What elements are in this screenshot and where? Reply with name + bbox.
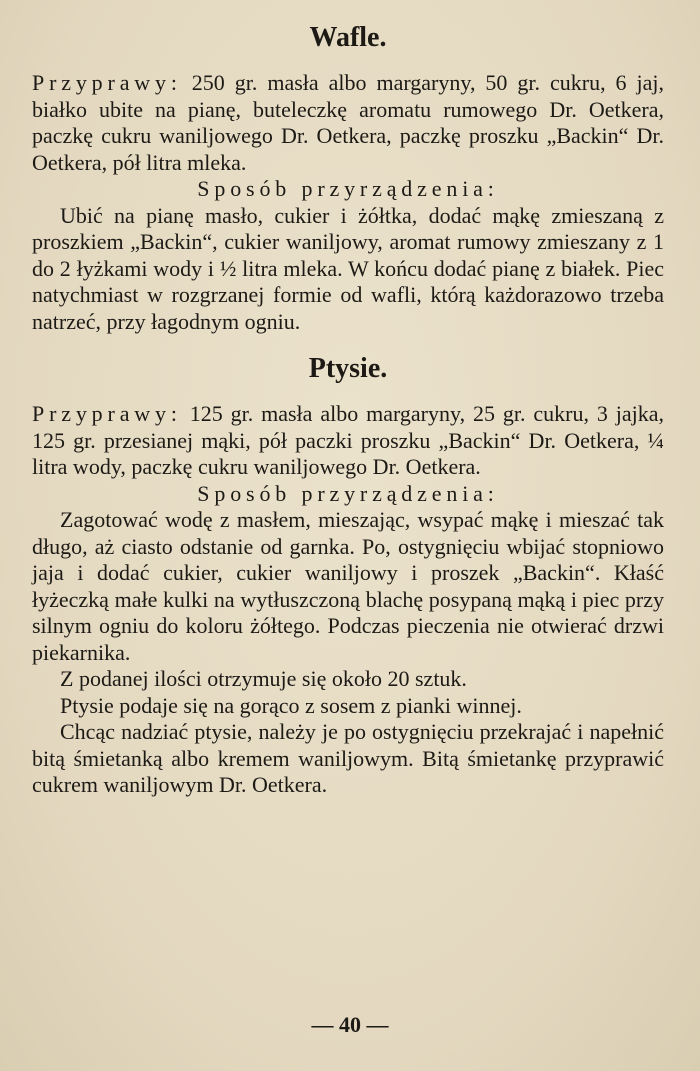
page-number: — 40 —: [311, 1012, 389, 1037]
method-paragraph: Z podanej ilości otrzymuje się około 20 sztuk.: [60, 666, 467, 691]
method-heading: Sposób przyrządzenia:: [197, 480, 499, 506]
ingredients-paragraph: [32, 401, 664, 481]
method-heading: Sposób przyrządzenia:: [197, 176, 499, 201]
ingredients-paragraph: [32, 70, 664, 176]
ingredients-text: 125 gr. masła albo margaryny, 25 gr. cukru, 3 jajka, 125 gr. przesianej mąki, pół paczki proszku „Backin“ Dr. Oetkera, ¼ litra wody, paczkę cukru waniljowego Dr. Oetkera.: [32, 401, 664, 479]
ingredients-label: Przyprawy:: [32, 70, 182, 95]
ingredients-label: Przyprawy:: [32, 401, 182, 426]
recipe-title: Ptysie.: [308, 353, 388, 384]
method-paragraph: Ubić na pianę masło, cukier i żółtka, dodać mąkę zmieszaną z proszkiem „Backin“, cukier waniljowy, aromat rumowy zmieszany z 1 do 2 łyżkami wody i ½ litra mleka. W końcu dodać pianę z białek. Piec natychmiast w rozgrzanej formie od wafli, którą każdorazowo trzeba natrzeć, przy łagodnym ogniu.: [32, 202, 664, 334]
recipe-wafle: [32, 18, 664, 335]
recipe-ptysie: [32, 349, 664, 799]
method-paragraph: Chcąc nadziać ptysie, należy je po ostygnięciu przekrajać i napełnić bitą śmietanką albo kremem waniljowym. Bitą śmietankę przyprawić cukrem waniljowym Dr. Oetkera.: [32, 719, 664, 797]
ingredients-text: 250 gr. masła albo margaryny, 50 gr. cukru, 6 jaj, białko ubite na pianę, buteleczkę aromatu rumowego Dr. Oetkera, paczkę cukru waniljowego Dr. Oetkera, paczkę proszku „Backin“ Dr. Oetkera, pół litra mleka.: [32, 70, 664, 175]
method-paragraph: Zagotować wodę z masłem, mieszając, wsypać mąkę i mieszać tak długo, aż ciasto odstanie od garnka. Po, ostygnięciu wbijać stopniowo jaja i dodać cukier, cukier waniljowy i proszek „Backin“. Kłaść łyżeczką małe kulki na wytłuszczoną blachę posypaną mąką i piec przy silnym ogniu do koloru żółtego. Podczas pieczenia nie otwierać drzwi piekarnika.: [32, 507, 664, 665]
method-paragraph: Ptysie podaje się na gorąco z sosem z pianki winnej.: [60, 692, 522, 718]
recipe-title: Wafle.: [309, 22, 387, 53]
